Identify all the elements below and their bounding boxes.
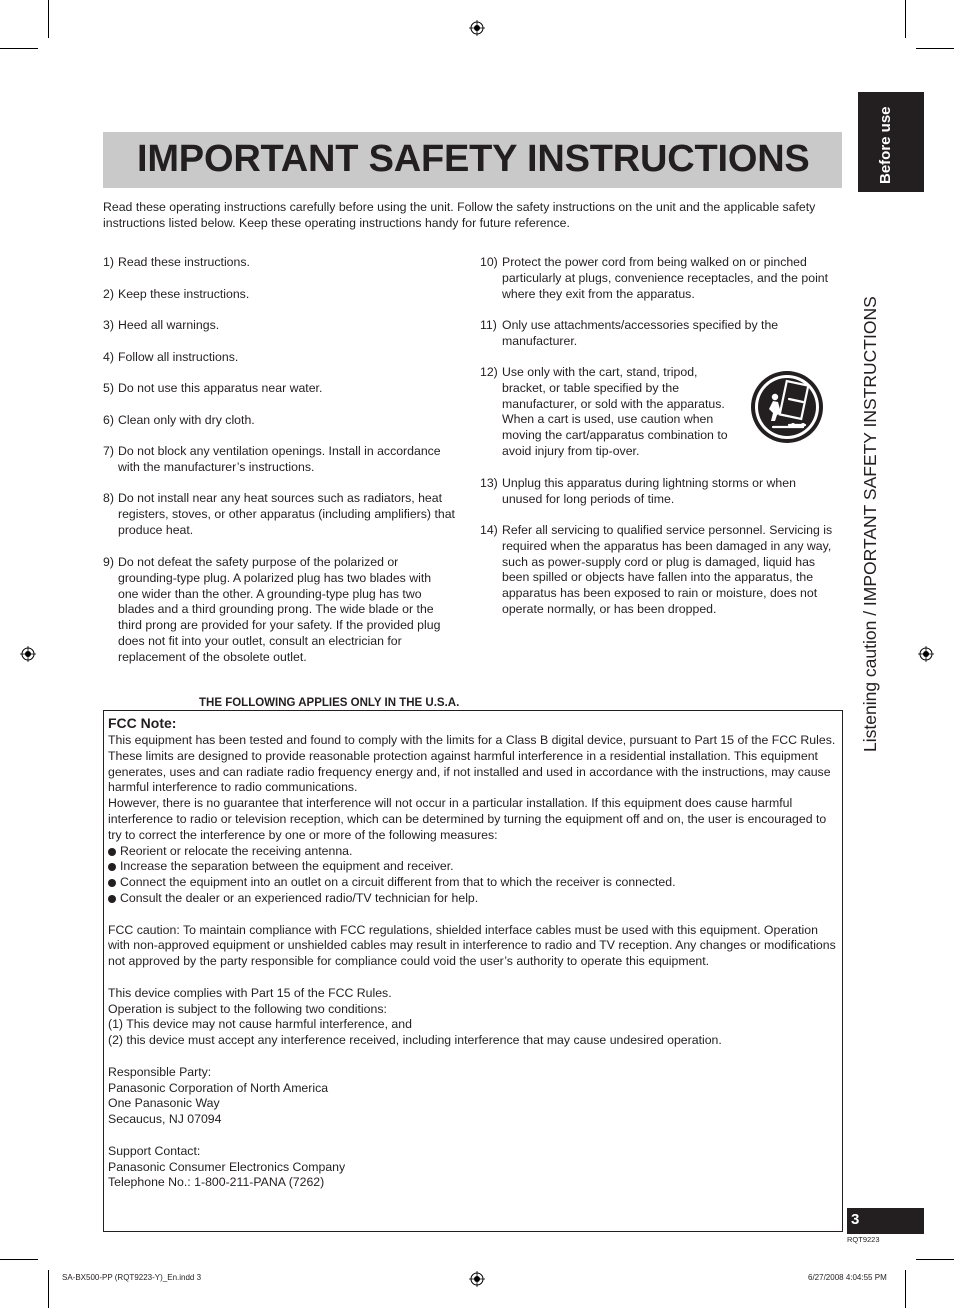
instruction-item — [103, 444, 463, 476]
support-contact-line: Panasonic Consumer Electronics Company — [108, 1159, 346, 1174]
support-contact-label: Support Contact: — [108, 1143, 201, 1158]
instruction-number: 8) — [103, 491, 114, 505]
instruction-number: 5) — [103, 381, 114, 395]
fcc-paragraph: However, there is no guarantee that interference will not occur in a particular installation. If this equipment does cause harmful interference to radio or television reception, which can be determined by turning the equipment off and on, the user is encouraged to try to correct the interference by one or more of the following measures: — [108, 796, 827, 842]
fcc-note-title: FCC Note: — [108, 715, 177, 731]
registration-mark-icon — [918, 646, 934, 662]
fcc-part15-line: Operation is subject to the following two conditions: — [108, 1001, 387, 1016]
responsible-party-label: Responsible Party: — [108, 1064, 212, 1079]
instruction-item — [480, 318, 820, 350]
crop-mark — [48, 1270, 49, 1308]
responsible-party-line: One Panasonic Way — [108, 1096, 220, 1111]
instruction-number: 12) — [480, 365, 498, 379]
fcc-paragraph: This equipment has been tested and found to comply with the limits for a Class B digital device, pursuant to Part 15 of the FCC Rules. — [108, 733, 836, 747]
fcc-body — [108, 733, 840, 1191]
intro-paragraph: Read these operating instructions carefully before using the unit. Follow the safety instructions on the unit and the applicable safety instructions listed below. Keep these operating instructions handy for future reference. — [103, 200, 816, 230]
bullet-icon — [108, 879, 116, 887]
fcc-bullet-text: Connect the equipment into an outlet on a circuit different from that to which the receiver is connected. — [120, 875, 676, 890]
instruction-number: 7) — [103, 444, 114, 458]
support-contact-line: Telephone No.: 1-800-211-PANA (7262) — [108, 1175, 325, 1190]
fcc-bullet — [108, 859, 840, 875]
registration-mark-icon — [469, 20, 485, 36]
instruction-item — [103, 381, 463, 397]
instruction-number: 9) — [103, 555, 114, 569]
fcc-bullet — [108, 875, 840, 891]
instruction-number: 4) — [103, 350, 114, 364]
instruction-text: Only use attachments/accessories specified by the manufacturer. — [502, 318, 779, 348]
instruction-text: Keep these instructions. — [118, 287, 250, 301]
side-section-title: Listening caution / IMPORTANT SAFETY INSTRUCTIONS — [860, 296, 880, 752]
instruction-item — [480, 365, 742, 460]
page-title: IMPORTANT SAFETY INSTRUCTIONS — [137, 138, 810, 180]
instruction-number: 6) — [103, 413, 114, 427]
instruction-text: Do not install near any heat sources such as radiators, heat registers, stoves, or other apparatus (including amplifiers) that produce heat. — [118, 491, 455, 537]
instruction-number: 3) — [103, 318, 114, 332]
fcc-bullet-text: Reorient or relocate the receiving antenna. — [120, 843, 353, 858]
file-info: SA-BX500-PP (RQT9223-Y)_En.indd 3 — [62, 1273, 202, 1282]
bullet-icon — [108, 863, 116, 871]
cart-warning-icon — [749, 369, 825, 445]
instruction-number: 2) — [103, 287, 114, 301]
instruction-text: Protect the power cord from being walked on or pinched particularly at plugs, convenience receptacles, and the point where they exit from the apparatus. — [502, 255, 829, 301]
instruction-item — [103, 413, 463, 429]
print-timestamp: 6/27/2008 4:04:55 PM — [808, 1273, 887, 1282]
crop-mark — [916, 1259, 954, 1260]
crop-mark — [916, 48, 954, 49]
instruction-item — [480, 523, 840, 618]
instruction-item — [480, 476, 820, 508]
instruction-text: Heed all warnings. — [118, 318, 220, 332]
instruction-text: Follow all instructions. — [118, 350, 239, 364]
instruction-item — [103, 318, 463, 334]
fcc-part15-line: (2) this device must accept any interference received, including interference that may cause undesired operation. — [108, 1033, 722, 1048]
fcc-region-label: THE FOLLOWING APPLIES ONLY IN THE U.S.A. — [195, 697, 463, 709]
instruction-item — [103, 287, 463, 303]
bullet-icon — [108, 848, 116, 856]
fcc-bullet — [108, 891, 840, 907]
fcc-bullet-text: Consult the dealer or an experienced radio/TV technician for help. — [120, 890, 479, 905]
section-tab-label: Before use — [877, 106, 894, 184]
instruction-text: Unplug this apparatus during lightning storms or when unused for long periods of time. — [502, 476, 796, 506]
bullet-icon — [108, 895, 116, 903]
instruction-item — [480, 255, 840, 302]
instruction-text: Do not defeat the safety purpose of the polarized or grounding-type plug. A polarized plug has two blades with one wider than the other. A grounding-type plug has two blades and a third grounding prong. The wide blade or the third prong are provided for your safety. If the provided plug does not fit into your outlet, consult an electrician for replacement of the obsolete outlet. — [118, 555, 441, 664]
crop-mark — [0, 48, 38, 49]
registration-mark-icon — [20, 646, 36, 662]
fcc-part15-line: (1) This device may not cause harmful interference, and — [108, 1017, 412, 1032]
instruction-number: 13) — [480, 476, 498, 490]
registration-mark-icon — [469, 1271, 485, 1287]
instruction-item — [103, 491, 463, 538]
crop-mark — [905, 0, 906, 38]
fcc-part15-line: This device complies with Part 15 of the FCC Rules. — [108, 985, 392, 1000]
fcc-caution: FCC caution: To maintain compliance with FCC regulations, shielded interface cables must be used with this equipment. Operation with non-approved equipment or unshielded cables may result in interference to radio and TV reception. Any changes or modifications not approved by the party responsible for compliance could void the user’s authority to operate this equipment. — [108, 922, 836, 969]
instruction-text: Do not use this apparatus near water. — [118, 381, 323, 395]
responsible-party-line: Panasonic Corporation of North America — [108, 1080, 329, 1095]
instruction-item — [103, 255, 463, 271]
instruction-text: Do not block any ventilation openings. Install in accordance with the manufacturer’s instructions. — [118, 444, 441, 474]
page-number: 3 — [851, 1211, 860, 1228]
model-code: RQT9223 — [847, 1235, 880, 1244]
fcc-bullet-text: Increase the separation between the equipment and receiver. — [120, 859, 454, 874]
instruction-text: Refer all servicing to qualified service personnel. Servicing is required when the apparatus has been damaged in any way, such as power-supply cord or plug is damaged, liquid has been spilled or objects have fallen into the apparatus, the apparatus has been exposed to rain or moisture, does not operate normally, or has been dropped. — [502, 523, 833, 616]
crop-mark — [48, 0, 49, 38]
fcc-paragraph: These limits are designed to provide reasonable protection against harmful interference in a residential installation. This equipment generates, uses and can radiate radio frequency energy and, if not installed and used in accordance with the instructions, may cause harmful interference to radio communications. — [108, 748, 831, 795]
fcc-bullet — [108, 844, 840, 860]
responsible-party-line: Secaucus, NJ 07094 — [108, 1112, 222, 1127]
instruction-text: Read these instructions. — [118, 255, 250, 269]
instruction-number: 10) — [480, 255, 498, 269]
instruction-number: 14) — [480, 523, 498, 537]
instruction-text: Use only with the cart, stand, tripod, bracket, or table specified by the manufacturer, or sold with the apparatus. When a cart is used, use caution when moving the cart/apparatus combination to avoid injury from tip-over. — [502, 365, 728, 458]
instruction-number: 1) — [103, 255, 114, 269]
section-tab — [858, 92, 924, 192]
crop-mark — [0, 1259, 38, 1260]
instruction-text: Clean only with dry cloth. — [118, 413, 255, 427]
instruction-item — [103, 350, 463, 366]
instruction-number: 11) — [480, 318, 497, 332]
crop-mark — [905, 1270, 906, 1308]
instruction-item — [103, 555, 453, 666]
